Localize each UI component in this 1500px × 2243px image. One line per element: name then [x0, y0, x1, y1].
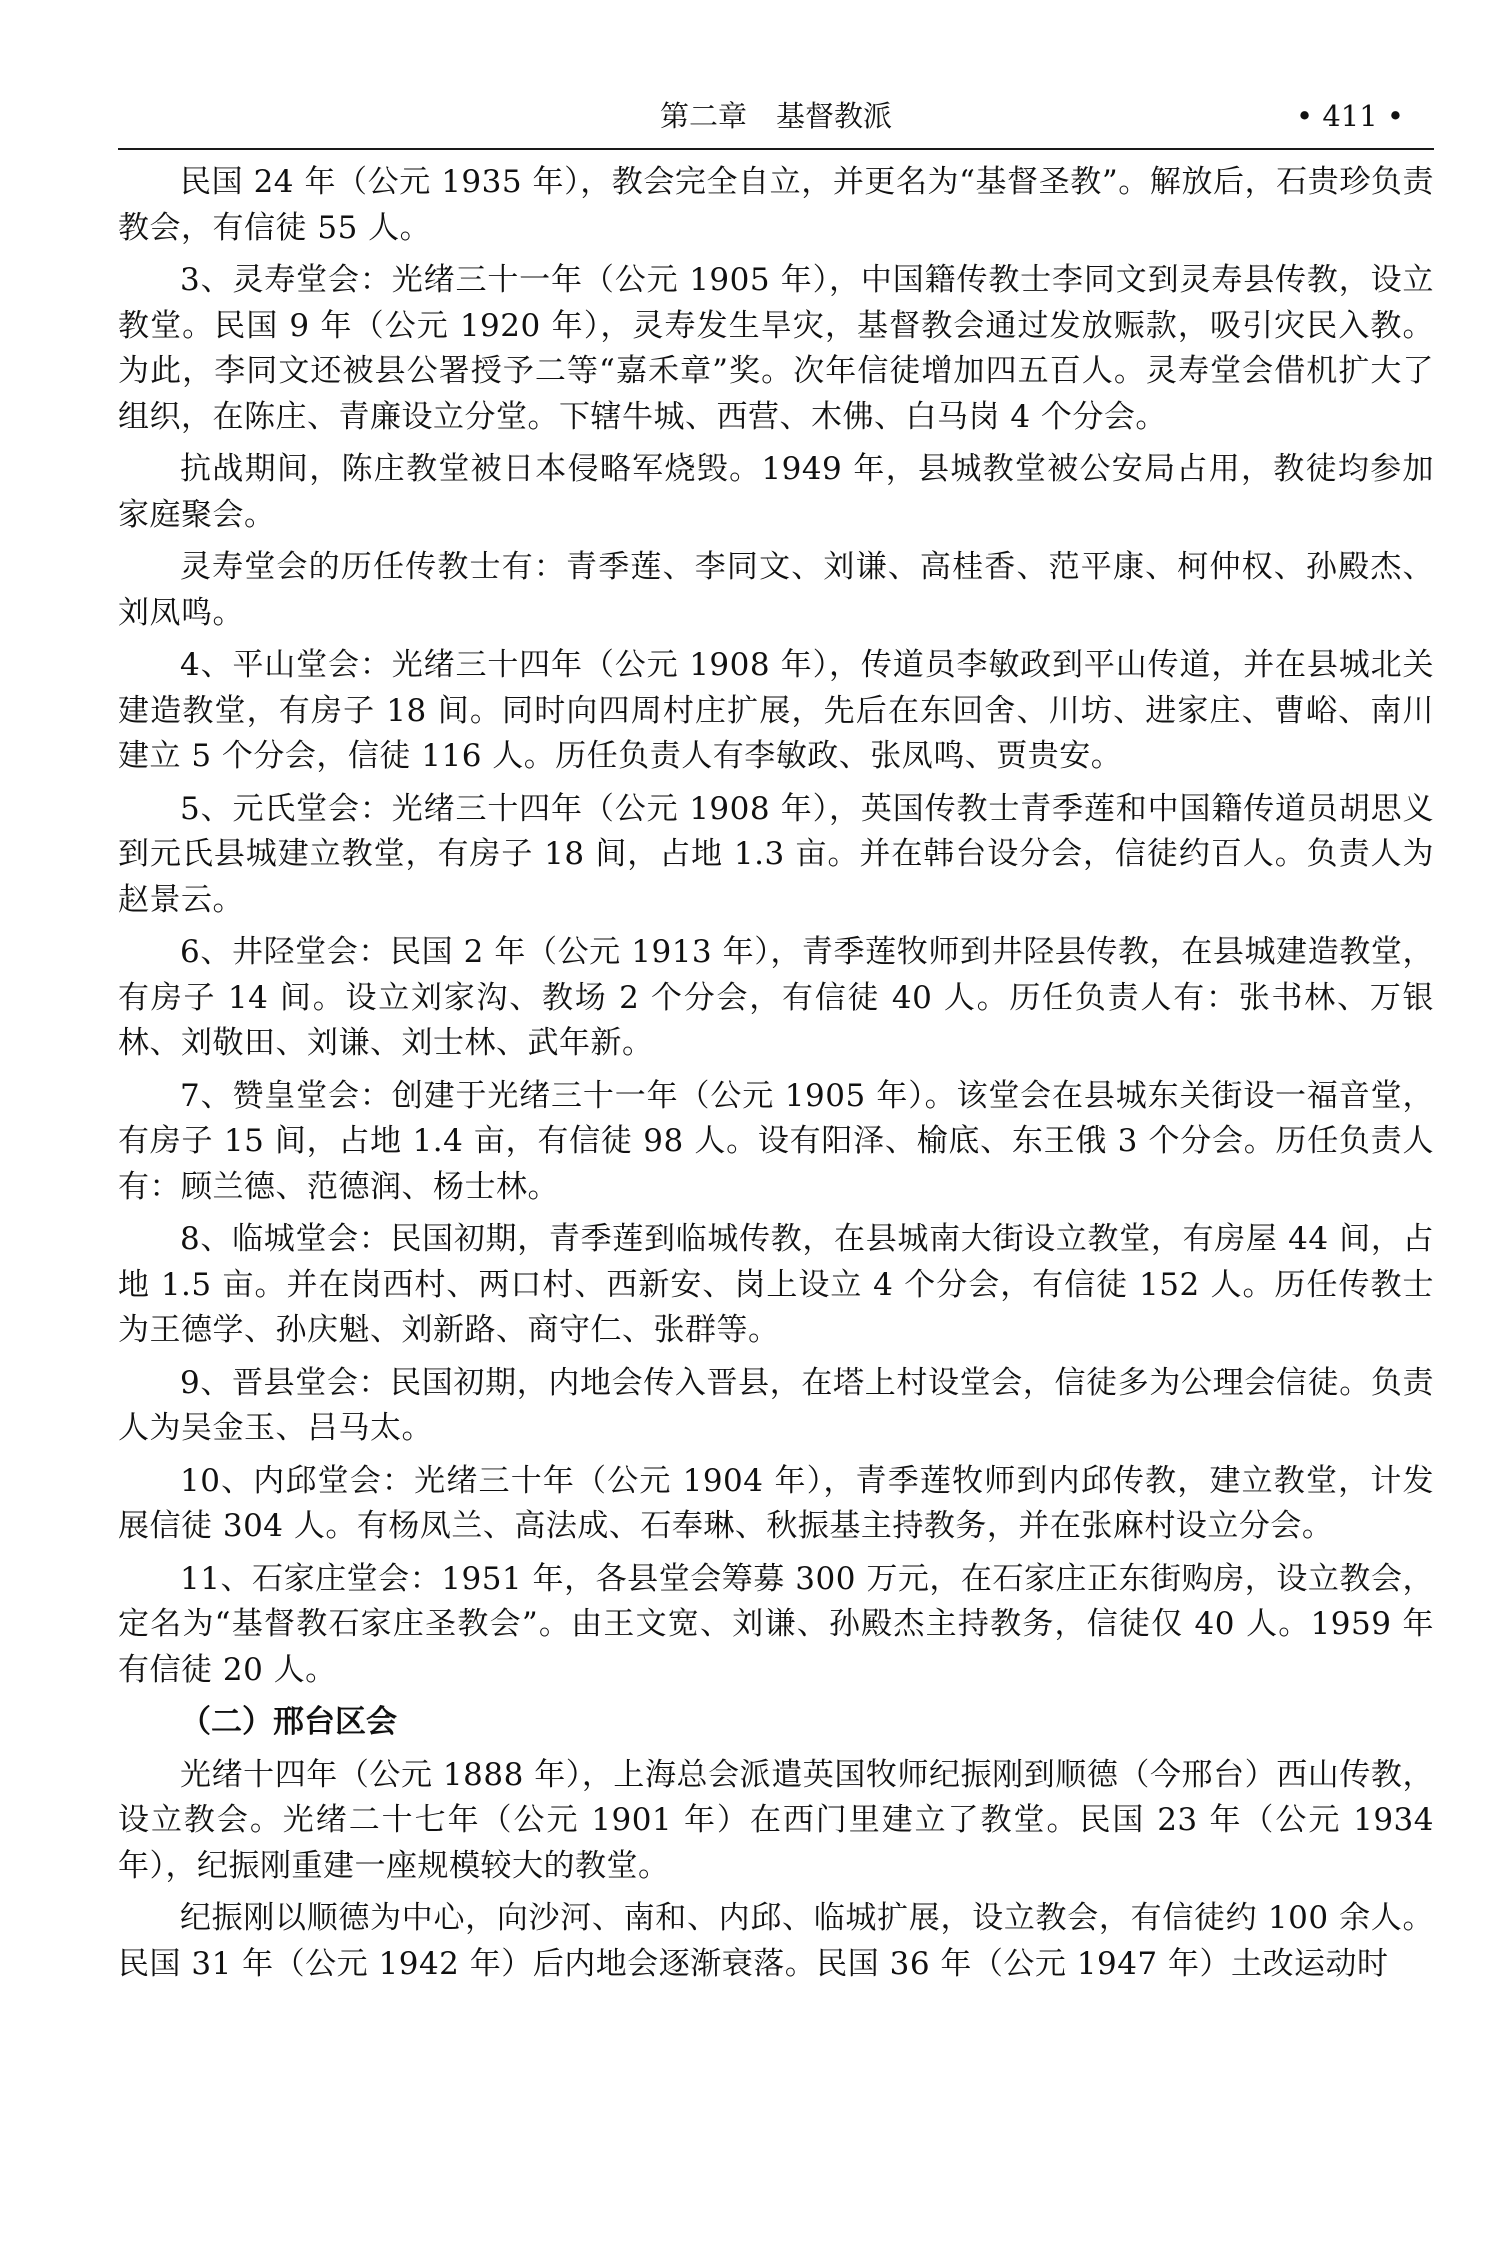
- section-heading: （二）邢台区会: [180, 1704, 397, 1740]
- page-number: • 411 •: [1296, 99, 1404, 133]
- paragraph: 灵寿堂会的历任传教士有：青季莲、李同文、刘谦、高桂香、范平康、柯仲权、孙殿杰、刘凤鸣。: [118, 549, 1434, 631]
- paragraph: 纪振刚以顺德为中心，向沙河、南和、内邱、临城扩展，设立教会，有信徒约 100 余人。民国 31 年（公元 1942 年）后内地会逐渐衰落。民国 36 年（公元 1947 年）土改运动时: [118, 1900, 1434, 1982]
- paragraph: 9、晋县堂会：民国初期，内地会传入晋县，在塔上村设堂会，信徒多为公理会信徒。负责人为吴金玉、吕马太。: [118, 1364, 1434, 1446]
- paragraph: 光绪十四年（公元 1888 年），上海总会派遣英国牧师纪振刚到顺德（今邢台）西山传教，设立教会。光绪二十七年（公元 1901 年）在西门里建立了教堂。民国 23 年（公元 1934 年），纪振刚重建一座规模较大的教堂。: [118, 1756, 1434, 1884]
- chapter-title: 第二章 基督教派: [659, 99, 892, 133]
- body-text: [118, 160, 1434, 1994]
- paragraph: 7、赞皇堂会：创建于光绪三十一年（公元 1905 年）。该堂会在县城东关街设一福音堂，有房子 15 间，占地 1.4 亩，有信徒 98 人。设有阳泽、榆底、东王俄 3 个分会。历任负责人有：顾兰德、范德润、杨士林。: [118, 1077, 1434, 1205]
- paragraph: 4、平山堂会：光绪三十四年（公元 1908 年），传道员李敏政到平山传道，并在县城北关建造教堂，有房子 18 间。同时向四周村庄扩展，先后在东回舍、川坊、进家庄、曹峪、南川建立 5 个分会，信徒 116 人。历任负责人有李敏政、张凤鸣、贾贵安。: [118, 647, 1434, 774]
- paragraph: 抗战期间，陈庄教堂被日本侵略军烧毁。1949 年，县城教堂被公安局占用，教徒均参加家庭聚会。: [118, 451, 1434, 533]
- paragraph: 3、灵寿堂会：光绪三十一年（公元 1905 年），中国籍传教士李同文到灵寿县传教，设立教堂。民国 9 年（公元 1920 年），灵寿发生旱灾，基督教会通过发放赈款，吸引灾民入教。为此，李同文还被县公署授予二等“嘉禾章”奖。次年信徒增加四五百人。灵寿堂会借机扩大了组织，在陈庄、青廉设立分堂。下辖牛城、西营、木佛、白马岗 4 个分会。: [118, 262, 1434, 435]
- paragraph: 10、内邱堂会：光绪三十年（公元 1904 年），青季莲牧师到内邱传教，建立教堂，计发展信徒 304 人。有杨凤兰、高法成、石奉琳、秋振基主持教务，并在张麻村设立分会。: [118, 1462, 1434, 1544]
- paragraph: 5、元氏堂会：光绪三十四年（公元 1908 年），英国传教士青季莲和中国籍传道员胡思义到元氏县城建立教堂，有房子 18 间，占地 1.3 亩。并在韩台设分会，信徒约百人。负责人为赵景云。: [118, 790, 1434, 918]
- paragraph: 11、石家庄堂会：1951 年，各县堂会筹募 300 万元，在石家庄正东街购房，设立教会，定名为“基督教石家庄圣教会”。由王文宽、刘谦、孙殿杰主持教务，信徒仅 40 人。1959 年有信徒 20 人。: [118, 1560, 1434, 1688]
- paragraph: 民国 24 年（公元 1935 年），教会完全自立，并更名为“基督圣教”。解放后，石贵珍负责教会，有信徒 55 人。: [118, 164, 1434, 246]
- running-header: [118, 96, 1434, 150]
- paragraph: 6、井陉堂会：民国 2 年（公元 1913 年），青季莲牧师到井陉县传教，在县城建造教堂，有房子 14 间。设立刘家沟、教场 2 个分会，有信徒 40 人。历任负责人有：张书林、万银林、刘敬田、刘谦、刘士林、武年新。: [118, 934, 1434, 1061]
- paragraph: 8、临城堂会：民国初期，青季莲到临城传教，在县城南大街设立教堂，有房屋 44 间，占地 1.5 亩。并在岗西村、两口村、西新安、岗上设立 4 个分会，有信徒 152 人。历任传教士为王德学、孙庆魁、刘新路、商守仁、张群等。: [118, 1221, 1434, 1348]
